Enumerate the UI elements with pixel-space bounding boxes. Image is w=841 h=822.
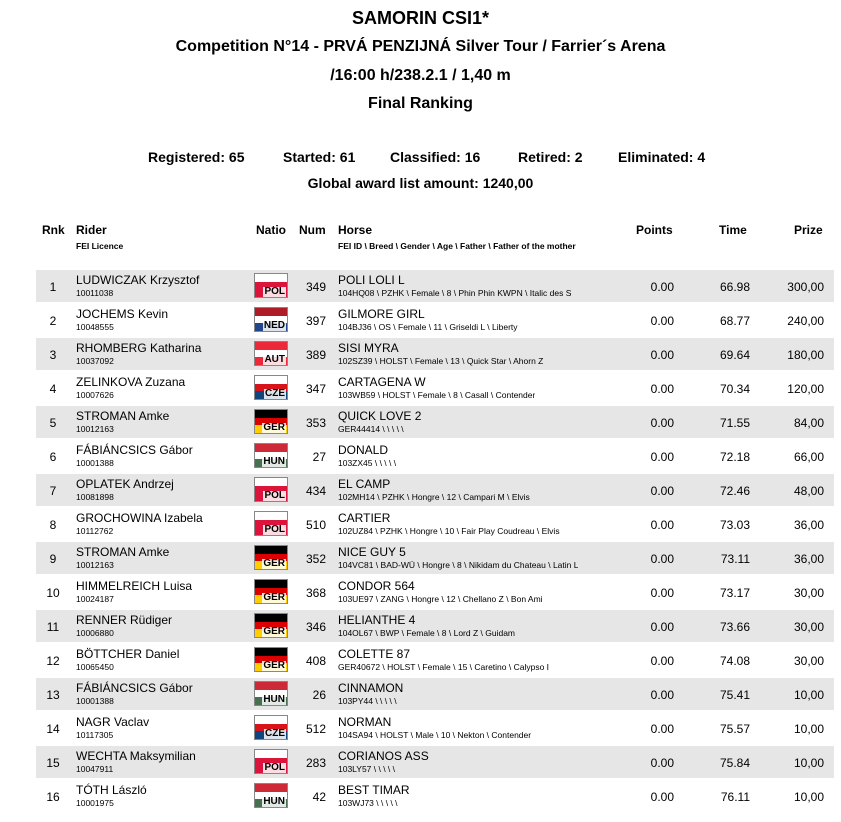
prize-cell: 10,00 (793, 756, 824, 770)
horse-info: 103ZX45 \ \ \ \ \ (338, 458, 397, 468)
horse-name: CINNAMON (338, 681, 404, 695)
horse-info: 102MH14 \ PZHK \ Hongre \ 12 \ Campari M \ Elvis (338, 492, 530, 502)
rider-name: HIMMELREICH Luisa (76, 579, 193, 593)
horse-info: 104SA94 \ HOLST \ Male \ 10 \ Nekton \ Contender (338, 730, 532, 740)
time-cell: 75.57 (719, 722, 750, 736)
prize-cell: 10,00 (793, 722, 824, 736)
table-row (36, 372, 834, 404)
nation-code: POL (264, 762, 285, 773)
nation-flag-icon (254, 613, 288, 638)
prize-cell: 30,00 (793, 620, 824, 634)
col-horse: Horse (338, 223, 373, 237)
nation-code: AUT (264, 354, 285, 365)
start-number: 347 (305, 382, 326, 396)
rider-name: FÁBIÁNCSICS Gábor (76, 443, 193, 457)
ranking-title: Final Ranking (368, 95, 473, 112)
nation-code: CZE (265, 728, 285, 739)
nation-flag-icon (254, 477, 288, 502)
start-number: 408 (305, 654, 326, 668)
prize-cell: 36,00 (793, 552, 824, 566)
table-row (36, 270, 834, 302)
rider-name: RENNER Rüdiger (76, 613, 173, 627)
time-cell: 73.17 (719, 586, 750, 600)
horse-info: 102SZ39 \ HOLST \ Female \ 13 \ Quick Star \ Ahorn Z (338, 356, 544, 366)
table-row (36, 338, 834, 370)
time-cell: 75.84 (719, 756, 750, 770)
nation-code: POL (264, 524, 285, 535)
prize-cell: 66,00 (793, 450, 824, 464)
col-nation: Natio (256, 223, 286, 237)
col-time: Time (719, 223, 747, 237)
nation-flag-icon (254, 409, 288, 434)
start-number: 349 (305, 280, 326, 294)
prize-cell: 10,00 (793, 790, 824, 804)
points-cell: 0.00 (650, 620, 674, 634)
start-number: 26 (312, 688, 326, 702)
time-cell: 74.08 (719, 654, 750, 668)
time-cell: 68.77 (719, 314, 750, 328)
time-cell: 72.18 (719, 450, 750, 464)
start-number: 346 (305, 620, 326, 634)
prize-cell: 36,00 (793, 518, 824, 532)
fei-licence: 10047911 (76, 764, 114, 774)
table-row (36, 542, 834, 574)
horse-info: 102UZ84 \ PZHK \ Hongre \ 10 \ Fair Play Coudreau \ Elvis (338, 526, 560, 536)
rank-cell: 5 (49, 416, 57, 430)
time-cell: 73.03 (719, 518, 750, 532)
points-cell: 0.00 (650, 484, 674, 498)
rider-name: STROMAN Amke (76, 545, 170, 559)
rider-name: OPLATEK Andrzej (76, 477, 174, 491)
competition-line: Competition N°14 - PRVÁ PENZIJNÁ Silver Tour / Farrier´s Arena (175, 38, 666, 55)
rider-name: RHOMBERG Katharina (76, 341, 202, 355)
fei-licence: 10065450 (76, 662, 114, 672)
rank-cell: 1 (49, 280, 57, 294)
prize-cell: 10,00 (793, 688, 824, 702)
table-row (36, 780, 834, 812)
fei-licence: 10012163 (76, 424, 114, 434)
nation-code: GER (263, 422, 285, 433)
points-cell: 0.00 (650, 790, 674, 804)
registered-count: Registered: 65 (148, 149, 245, 165)
nation-flag-icon (254, 307, 288, 332)
nation-flag-icon (254, 341, 288, 366)
col-horse-info: FEI ID \ Breed \ Gender \ Age \ Father \ Father of the mother (338, 241, 576, 251)
col-num: Num (299, 223, 326, 237)
horse-info: 103WB59 \ HOLST \ Female \ 8 \ Casall \ Contender (338, 390, 536, 400)
time-cell: 75.41 (719, 688, 750, 702)
fei-licence: 10024187 (76, 594, 114, 604)
horse-info: GER40672 \ HOLST \ Female \ 15 \ Caretino \ Calypso I (338, 662, 550, 672)
time-cell: 76.11 (720, 790, 750, 804)
points-cell: 0.00 (650, 314, 674, 328)
fei-licence: 10081898 (76, 492, 114, 502)
table-row (36, 678, 834, 710)
horse-name: CARTIER (338, 511, 391, 525)
nation-code: POL (264, 286, 285, 297)
horse-info: 103WJ73 \ \ \ \ \ (338, 798, 398, 808)
start-number: 42 (312, 790, 326, 804)
nation-code: GER (263, 558, 285, 569)
points-cell: 0.00 (650, 416, 674, 430)
horse-info: 104OL67 \ BWP \ Female \ 8 \ Lord Z \ Guidam (338, 628, 516, 638)
time-cell: 73.66 (719, 620, 750, 634)
fei-licence: 10012163 (76, 560, 114, 570)
horse-name: NICE GUY 5 (338, 545, 406, 559)
table-row (36, 508, 834, 540)
table-row (36, 746, 834, 778)
classified-count: Classified: 16 (390, 149, 481, 165)
nation-code: NED (263, 320, 285, 331)
rider-name: STROMAN Amke (76, 409, 170, 423)
fei-licence: 10037092 (76, 356, 114, 366)
nation-code: CZE (265, 388, 285, 399)
horse-info: 104HQ08 \ PZHK \ Female \ 8 \ Phin Phin KWPN \ Italic des S (338, 288, 572, 298)
rank-cell: 7 (49, 484, 57, 498)
horse-name: GILMORE GIRL (338, 307, 425, 321)
nation-flag-icon (254, 273, 288, 298)
horse-name: COLETTE 87 (338, 647, 411, 661)
horse-name: NORMAN (338, 715, 392, 729)
start-number: 397 (305, 314, 326, 328)
nation-flag-icon (254, 681, 288, 706)
nation-code: GER (263, 592, 285, 603)
rider-name: NAGR Vaclav (76, 715, 150, 729)
horse-info: 103PY44 \ \ \ \ \ (338, 696, 397, 706)
time-cell: 71.55 (719, 416, 750, 430)
col-rider: Rider (76, 223, 107, 237)
nation-code: POL (264, 490, 285, 501)
start-number: 389 (305, 348, 326, 362)
rider-name: GROCHOWINA Izabela (76, 511, 203, 525)
nation-flag-icon (254, 749, 288, 774)
points-cell: 0.00 (650, 756, 674, 770)
nation-code: HUN (263, 694, 285, 705)
horse-info: 104BJ36 \ OS \ Female \ 11 \ Griseldi L \ Liberty (338, 322, 518, 332)
prize-cell: 180,00 (787, 348, 824, 362)
points-cell: 0.00 (650, 688, 674, 702)
rank-cell: 11 (46, 620, 60, 634)
start-number: 27 (312, 450, 326, 464)
horse-info: 103UE97 \ ZANG \ Hongre \ 12 \ Chellano Z \ Bon Ami (338, 594, 543, 604)
fei-licence: 10048555 (76, 322, 114, 332)
col-points: Points (636, 223, 673, 237)
fei-licence: 10001388 (76, 458, 114, 468)
col-fei-licence: FEI Licence (76, 241, 124, 251)
horse-name: EL CAMP (338, 477, 391, 491)
table-row (36, 304, 834, 336)
nation-flag-icon (254, 545, 288, 570)
prize-cell: 30,00 (793, 586, 824, 600)
nation-flag-icon (254, 375, 288, 400)
eliminated-count: Eliminated: 4 (618, 149, 706, 165)
table-row (36, 474, 834, 506)
points-cell: 0.00 (650, 382, 674, 396)
rank-cell: 9 (49, 552, 57, 566)
time-cell: 73.11 (720, 552, 750, 566)
start-number: 283 (305, 756, 326, 770)
points-cell: 0.00 (650, 280, 674, 294)
details-line: /16:00 h/238.2.1 / 1,40 m (330, 67, 511, 84)
nation-flag-icon (254, 715, 288, 740)
points-cell: 0.00 (650, 586, 674, 600)
start-number: 512 (305, 722, 326, 736)
prize-cell: 120,00 (787, 382, 824, 396)
time-cell: 66.98 (719, 280, 750, 294)
rider-name: LUDWICZAK Krzysztof (76, 273, 200, 287)
rank-cell: 16 (46, 790, 60, 804)
table-row (36, 576, 834, 608)
nation-flag-icon (254, 579, 288, 604)
nation-flag-icon (254, 511, 288, 536)
nation-flag-icon (254, 647, 288, 672)
start-number: 368 (305, 586, 326, 600)
fei-licence: 10001975 (76, 798, 114, 808)
rank-cell: 14 (46, 722, 60, 736)
points-cell: 0.00 (650, 654, 674, 668)
table-row (36, 712, 834, 744)
prize-cell: 84,00 (793, 416, 824, 430)
col-rnk: Rnk (42, 223, 65, 237)
horse-name: CARTAGENA W (338, 375, 426, 389)
rank-cell: 6 (49, 450, 57, 464)
horse-name: CONDOR 564 (338, 579, 415, 593)
table-row (36, 440, 834, 472)
table-row (36, 644, 834, 676)
fei-licence: 10117305 (76, 730, 114, 740)
started-count: Started: 61 (283, 149, 356, 165)
rank-cell: 12 (46, 654, 60, 668)
fei-licence: 10011038 (76, 288, 114, 298)
rider-name: BÖTTCHER Daniel (76, 647, 180, 661)
nation-flag-icon (254, 443, 288, 468)
nation-code: HUN (263, 796, 285, 807)
fei-licence: 10001388 (76, 696, 114, 706)
horse-name: BEST TIMAR (338, 783, 410, 797)
rider-name: WECHTA Maksymilian (76, 749, 196, 763)
horse-name: SISI MYRA (338, 341, 399, 355)
col-prize: Prize (794, 223, 823, 237)
time-cell: 70.34 (719, 382, 750, 396)
horse-info: GER44414 \ \ \ \ \ (338, 424, 404, 434)
table-row (36, 610, 834, 642)
start-number: 352 (305, 552, 326, 566)
prize-cell: 240,00 (787, 314, 824, 328)
prize-cell: 48,00 (793, 484, 824, 498)
start-number: 434 (305, 484, 326, 498)
rank-cell: 2 (49, 314, 57, 328)
horse-info: 103LY57 \ \ \ \ \ (338, 764, 396, 774)
fei-licence: 10007626 (76, 390, 114, 400)
rider-name: FÁBIÁNCSICS Gábor (76, 681, 193, 695)
rank-cell: 13 (46, 688, 60, 702)
points-cell: 0.00 (650, 450, 674, 464)
horse-name: DONALD (338, 443, 389, 457)
start-number: 510 (305, 518, 326, 532)
start-number: 353 (305, 416, 326, 430)
time-cell: 72.46 (719, 484, 750, 498)
fei-licence: 10112762 (76, 526, 114, 536)
nation-code: GER (263, 626, 285, 637)
rank-cell: 10 (46, 586, 60, 600)
points-cell: 0.00 (650, 722, 674, 736)
table-row (36, 406, 834, 438)
horse-name: CORIANOS ASS (338, 749, 429, 763)
rider-name: JOCHEMS Kevin (76, 307, 169, 321)
award-amount: Global award list amount: 1240,00 (307, 175, 534, 191)
prize-cell: 30,00 (793, 654, 824, 668)
horse-info: 104VC81 \ BAD-WÜ \ Hongre \ 8 \ Nikidam du Chateau \ Latin L (338, 560, 579, 570)
rank-cell: 4 (49, 382, 57, 396)
points-cell: 0.00 (650, 518, 674, 532)
rider-name: TÓTH László (76, 783, 147, 797)
horse-name: HELIANTHE 4 (338, 613, 416, 627)
horse-name: POLI LOLI L (338, 273, 405, 287)
rank-cell: 8 (49, 518, 57, 532)
nation-code: GER (263, 660, 285, 671)
horse-name: QUICK LOVE 2 (338, 409, 422, 423)
time-cell: 69.64 (719, 348, 750, 362)
rank-cell: 15 (46, 756, 60, 770)
event-title: SAMORIN CSI1* (351, 8, 490, 28)
nation-code: HUN (263, 456, 285, 467)
fei-licence: 10006880 (76, 628, 114, 638)
prize-cell: 300,00 (787, 280, 824, 294)
points-cell: 0.00 (650, 348, 674, 362)
retired-count: Retired: 2 (518, 149, 583, 165)
rider-name: ZELINKOVA Zuzana (76, 375, 186, 389)
rank-cell: 3 (49, 348, 57, 362)
points-cell: 0.00 (650, 552, 674, 566)
nation-flag-icon (254, 783, 288, 808)
